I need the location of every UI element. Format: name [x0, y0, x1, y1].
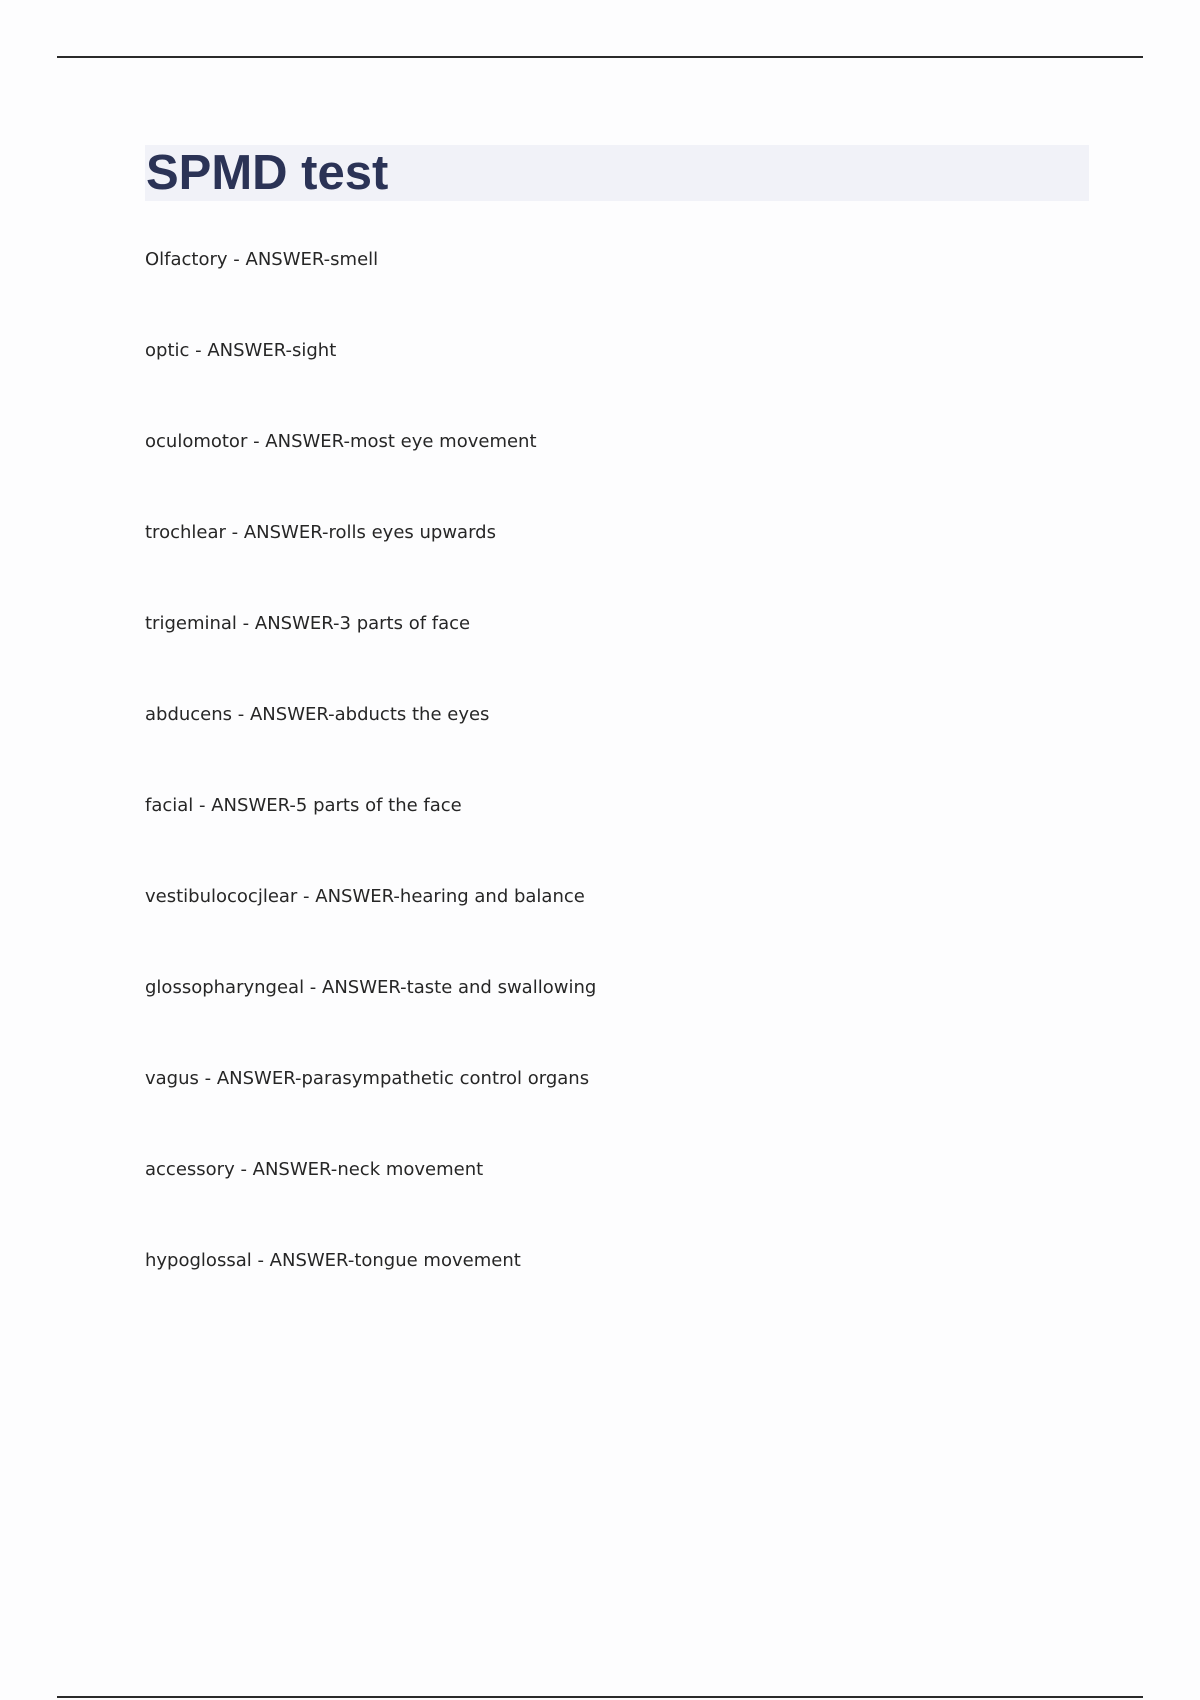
qa-answer: abducts the eyes [334, 704, 490, 725]
qa-item [145, 882, 1085, 973]
qa-item [145, 1064, 1085, 1155]
qa-answer: rolls eyes upwards [328, 522, 496, 543]
qa-separator: - ANSWER- [234, 1159, 338, 1180]
footer-rule [57, 1696, 1143, 1698]
qa-term: oculomotor [145, 431, 248, 452]
qa-term: vagus [145, 1068, 199, 1089]
qa-separator: - ANSWER- [193, 795, 296, 816]
header-rule [57, 56, 1143, 58]
qa-item [145, 427, 1085, 518]
qa-term: Olfactory [145, 249, 228, 270]
qa-term: glossopharyngeal [145, 977, 305, 998]
qa-answer: hearing and balance [399, 886, 585, 907]
qa-item [145, 518, 1085, 609]
qa-term: vestibulococjlear [145, 886, 298, 907]
qa-separator: - ANSWER- [297, 886, 400, 907]
qa-term: accessory [145, 1159, 235, 1180]
qa-answer: neck movement [337, 1159, 484, 1180]
qa-item [145, 1246, 1085, 1337]
qa-answer: most eye movement [349, 431, 537, 452]
qa-item [145, 791, 1085, 882]
question-answer-list [145, 245, 1085, 1337]
qa-separator: - ANSWER- [247, 431, 350, 452]
qa-separator: - ANSWER- [251, 1250, 355, 1271]
qa-answer: smell [330, 249, 379, 270]
document-title: SPMD test [146, 146, 389, 200]
qa-separator: - ANSWER- [227, 249, 331, 270]
qa-item [145, 336, 1085, 427]
qa-term: hypoglossal [145, 1250, 252, 1271]
qa-item [145, 700, 1085, 791]
qa-separator: - ANSWER- [232, 704, 335, 725]
qa-term: abducens [145, 704, 233, 725]
qa-term: trigeminal [145, 613, 237, 634]
qa-answer: parasympathetic control organs [301, 1068, 590, 1089]
qa-term: facial [145, 795, 194, 816]
qa-answer: tongue movement [354, 1250, 521, 1271]
qa-separator: - ANSWER- [304, 977, 407, 998]
qa-answer: 5 parts of the face [295, 795, 462, 816]
qa-separator: - ANSWER- [236, 613, 340, 634]
qa-item [145, 245, 1085, 336]
qa-separator: - ANSWER- [189, 340, 292, 361]
qa-item [145, 973, 1085, 1064]
qa-separator: - ANSWER- [198, 1068, 302, 1089]
qa-item [145, 1155, 1085, 1246]
qa-term: optic [145, 340, 190, 361]
qa-term: trochlear [145, 522, 226, 543]
qa-answer: 3 parts of face [339, 613, 471, 634]
qa-separator: - ANSWER- [225, 522, 329, 543]
qa-answer: taste and swallowing [406, 977, 597, 998]
qa-answer: sight [292, 340, 337, 361]
qa-item [145, 609, 1085, 700]
